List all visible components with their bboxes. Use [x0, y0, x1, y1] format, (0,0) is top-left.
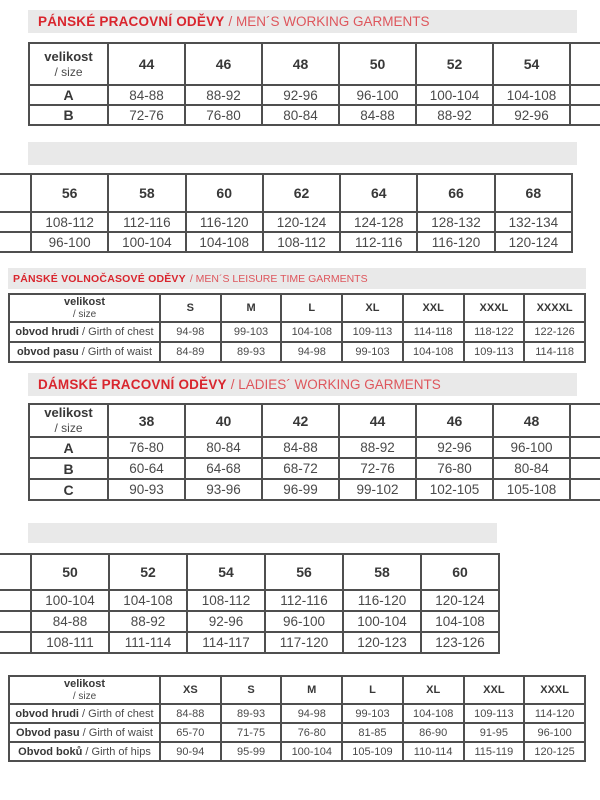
size-range-cell: 109-113	[342, 322, 403, 342]
size-range-cell: 84-88	[160, 704, 221, 723]
heading-english-ladies-working: / LADIES´ WORKING GARMENTS	[230, 377, 441, 392]
size-label-corner-cell	[29, 404, 108, 437]
size-range-cell: 114-118	[524, 342, 585, 362]
cut-off-column-header	[570, 43, 600, 85]
size-range-cell: 84-88	[108, 85, 185, 105]
corner-line-english: / size	[54, 64, 83, 79]
size-column-header: XXL	[464, 676, 525, 704]
size-range-cell: 100-104	[343, 611, 421, 632]
size-column-header: 46	[185, 43, 262, 85]
size-range-cell: 72-76	[108, 105, 185, 125]
size-range-cell: 81-85	[342, 723, 403, 742]
size-range-cell: 92-96	[493, 105, 570, 125]
size-range-cell: 104-108	[403, 342, 464, 362]
size-column-header: 54	[187, 554, 265, 590]
corner-line-czech: velikost	[44, 405, 93, 421]
heading-czech-ladies-working: DÁMSKÉ PRACOVNÍ ODĚVY	[38, 377, 227, 392]
size-range-cell: 108-112	[263, 232, 340, 252]
size-column-header: 52	[109, 554, 187, 590]
size-range-cell: 76-80	[281, 723, 342, 742]
size-column-header: 50	[31, 554, 109, 590]
heading-czech-men-working: PÁNSKÉ PRACOVNÍ ODĚVY	[38, 14, 225, 29]
row-label-english: / Girth of waist	[78, 346, 153, 359]
size-range-cell: 118-122	[464, 322, 525, 342]
size-column-header: XXXXL	[524, 294, 585, 322]
heading-english-men-leisure: / MEN´S LEISURE TIME GARMENTS	[189, 272, 368, 285]
size-column-header: S	[160, 294, 221, 322]
cut-off-cell	[570, 479, 600, 500]
size-range-cell: 132-134	[495, 212, 572, 232]
size-range-cell: 84-88	[262, 437, 339, 458]
corner-line-english: / size	[72, 309, 97, 321]
cut-off-column-header	[0, 554, 31, 590]
row-label-english: / Girth of chest	[78, 326, 154, 339]
size-column-header: XS	[160, 676, 221, 704]
cut-off-cell	[0, 232, 31, 252]
size-range-cell: 102-105	[416, 479, 493, 500]
size-range-cell: 104-108	[109, 590, 187, 611]
row-label-cell: A	[29, 85, 108, 105]
size-column-header: L	[281, 294, 342, 322]
size-range-cell: 120-125	[524, 742, 585, 761]
section-header-men-leisure	[8, 268, 586, 289]
ladies-working-sizes-table-upper	[28, 403, 600, 501]
size-range-cell: 114-117	[187, 632, 265, 653]
size-range-cell: 71-75	[221, 723, 282, 742]
corner-line-english: / size	[54, 421, 83, 436]
section-header-men-working	[28, 10, 577, 33]
size-range-cell: 104-108	[421, 611, 499, 632]
size-range-cell: 108-112	[187, 590, 265, 611]
size-range-cell: 99-103	[342, 704, 403, 723]
size-range-cell: 112-116	[265, 590, 343, 611]
size-range-cell: 105-109	[342, 742, 403, 761]
cut-off-cell	[0, 590, 31, 611]
size-range-cell: 108-112	[31, 212, 108, 232]
size-range-cell: 120-124	[421, 590, 499, 611]
size-range-cell: 100-104	[281, 742, 342, 761]
size-range-cell: 112-116	[340, 232, 417, 252]
size-range-cell: 89-93	[221, 704, 282, 723]
separator-band-ladies	[28, 523, 497, 543]
size-range-cell: 104-108	[493, 85, 570, 105]
size-column-header: 42	[262, 404, 339, 437]
size-range-cell: 84-88	[31, 611, 109, 632]
size-range-cell: 96-100	[265, 611, 343, 632]
row-label-cell	[9, 342, 160, 362]
size-range-cell: 124-128	[340, 212, 417, 232]
cut-off-cell	[570, 458, 600, 479]
size-column-header: 52	[416, 43, 493, 85]
size-column-header: 46	[416, 404, 493, 437]
size-column-header: 44	[339, 404, 416, 437]
heading-english-men-working: / MEN´S WORKING GARMENTS	[228, 14, 430, 29]
men-working-sizes-table-lower	[0, 173, 573, 253]
row-label-cell: B	[29, 105, 108, 125]
size-range-cell: 100-104	[31, 590, 109, 611]
size-range-cell: 92-96	[416, 437, 493, 458]
size-column-header: S	[221, 676, 282, 704]
size-range-cell: 94-98	[281, 704, 342, 723]
cut-off-cell	[570, 437, 600, 458]
size-column-header: 66	[417, 174, 494, 212]
size-range-cell: 108-111	[31, 632, 109, 653]
size-range-cell: 110-114	[403, 742, 464, 761]
size-range-cell: 90-94	[160, 742, 221, 761]
cut-off-cell	[570, 85, 600, 105]
size-range-cell: 99-103	[221, 322, 282, 342]
size-range-cell: 117-120	[265, 632, 343, 653]
size-column-header: 56	[31, 174, 108, 212]
size-range-cell: 123-126	[421, 632, 499, 653]
size-range-cell: 76-80	[416, 458, 493, 479]
size-column-header: 38	[108, 404, 185, 437]
size-range-cell: 91-95	[464, 723, 525, 742]
row-label-cell: C	[29, 479, 108, 500]
size-range-cell: 115-119	[464, 742, 525, 761]
size-column-header: XL	[403, 676, 464, 704]
men-leisure-sizes-table	[8, 293, 586, 363]
row-label-cell: B	[29, 458, 108, 479]
size-range-cell: 88-92	[109, 611, 187, 632]
size-range-cell: 80-84	[262, 105, 339, 125]
size-range-cell: 80-84	[493, 458, 570, 479]
size-column-header: 50	[339, 43, 416, 85]
cut-off-column-header	[570, 404, 600, 437]
size-range-cell: 99-102	[339, 479, 416, 500]
size-column-header: 56	[265, 554, 343, 590]
size-column-header: L	[342, 676, 403, 704]
size-column-header: M	[221, 294, 282, 322]
size-range-cell: 120-124	[263, 212, 340, 232]
size-range-cell: 96-100	[493, 437, 570, 458]
size-label-corner-cell	[29, 43, 108, 85]
size-range-cell: 90-93	[108, 479, 185, 500]
row-label-czech: obvod pasu	[16, 346, 79, 359]
section-header-ladies-working	[28, 373, 577, 396]
size-range-cell: 116-120	[186, 212, 263, 232]
corner-line-czech: velikost	[44, 48, 93, 64]
size-range-cell: 104-108	[281, 322, 342, 342]
size-column-header: 44	[108, 43, 185, 85]
cut-off-cell	[570, 105, 600, 125]
row-label-cell	[9, 742, 160, 761]
corner-line-czech: velikost	[64, 296, 105, 308]
size-range-cell: 109-113	[464, 342, 525, 362]
size-column-header: XL	[342, 294, 403, 322]
size-column-header: 48	[493, 404, 570, 437]
size-column-header: 58	[108, 174, 185, 212]
row-label-cell: A	[29, 437, 108, 458]
row-label-czech: Obvod boků	[18, 745, 83, 758]
size-column-header: 58	[343, 554, 421, 590]
size-range-cell: 128-132	[417, 212, 494, 232]
size-range-cell: 96-100	[339, 85, 416, 105]
size-range-cell: 99-103	[342, 342, 403, 362]
size-range-cell: 109-113	[464, 704, 525, 723]
size-column-header: 54	[493, 43, 570, 85]
size-range-cell: 68-72	[262, 458, 339, 479]
size-column-header: XXL	[403, 294, 464, 322]
size-range-cell: 65-70	[160, 723, 221, 742]
size-label-corner-cell	[9, 294, 160, 322]
size-range-cell: 100-104	[108, 232, 185, 252]
row-label-cell	[9, 723, 160, 742]
corner-line-english: / size	[72, 691, 97, 703]
size-column-header: M	[281, 676, 342, 704]
size-range-cell: 100-104	[416, 85, 493, 105]
size-range-cell: 96-100	[524, 723, 585, 742]
size-range-cell: 111-114	[109, 632, 187, 653]
size-column-header: 48	[262, 43, 339, 85]
size-range-cell: 114-120	[524, 704, 585, 723]
row-label-cell	[9, 704, 160, 723]
cut-off-cell	[0, 212, 31, 232]
size-range-cell: 84-88	[339, 105, 416, 125]
size-column-header: 62	[263, 174, 340, 212]
ladies-measurements-table	[8, 675, 586, 762]
size-range-cell: 94-98	[281, 342, 342, 362]
row-label-czech: obvod hrudi	[15, 707, 79, 720]
size-range-cell: 89-93	[221, 342, 282, 362]
size-range-cell: 96-99	[262, 479, 339, 500]
cut-off-column-header	[0, 174, 31, 212]
size-range-cell: 104-108	[403, 704, 464, 723]
size-range-cell: 80-84	[185, 437, 262, 458]
size-range-cell: 92-96	[187, 611, 265, 632]
size-column-header: 68	[495, 174, 572, 212]
size-column-header: 64	[340, 174, 417, 212]
cut-off-cell	[0, 632, 31, 653]
size-column-header: 40	[185, 404, 262, 437]
size-range-cell: 60-64	[108, 458, 185, 479]
size-range-cell: 104-108	[186, 232, 263, 252]
size-range-cell: 95-99	[221, 742, 282, 761]
men-working-sizes-table-upper	[28, 42, 600, 126]
corner-line-czech: velikost	[64, 678, 105, 690]
size-range-cell: 116-120	[343, 590, 421, 611]
heading-czech-men-leisure: PÁNSKÉ VOLNOČASOVÉ ODĚVY	[13, 272, 186, 285]
size-range-cell: 86-90	[403, 723, 464, 742]
cut-off-cell	[0, 611, 31, 632]
size-column-header: XXXL	[464, 294, 525, 322]
size-column-header: 60	[186, 174, 263, 212]
size-range-cell: 120-123	[343, 632, 421, 653]
size-range-cell: 105-108	[493, 479, 570, 500]
size-range-cell: 72-76	[339, 458, 416, 479]
row-label-english: / Girth of chest	[78, 707, 154, 720]
separator-band-men	[28, 142, 577, 165]
size-range-cell: 122-126	[524, 322, 585, 342]
size-range-cell: 88-92	[416, 105, 493, 125]
size-range-cell: 116-120	[417, 232, 494, 252]
size-range-cell: 76-80	[185, 105, 262, 125]
row-label-english: / Girth of hips	[82, 745, 151, 758]
size-range-cell: 94-98	[160, 322, 221, 342]
row-label-english: / Girth of waist	[79, 726, 153, 739]
size-range-cell: 88-92	[339, 437, 416, 458]
ladies-working-sizes-table-lower	[0, 553, 500, 654]
size-range-cell: 92-96	[262, 85, 339, 105]
size-range-cell: 120-124	[495, 232, 572, 252]
size-range-cell: 96-100	[31, 232, 108, 252]
row-label-czech: obvod hrudi	[15, 326, 79, 339]
row-label-czech: Obvod pasu	[16, 726, 80, 739]
size-range-cell: 112-116	[108, 212, 185, 232]
size-range-cell: 88-92	[185, 85, 262, 105]
size-column-header: 60	[421, 554, 499, 590]
size-range-cell: 93-96	[185, 479, 262, 500]
size-range-cell: 76-80	[108, 437, 185, 458]
size-range-cell: 114-118	[403, 322, 464, 342]
size-label-corner-cell	[9, 676, 160, 704]
row-label-cell	[9, 322, 160, 342]
size-column-header: XXXL	[524, 676, 585, 704]
size-range-cell: 84-89	[160, 342, 221, 362]
size-range-cell: 64-68	[185, 458, 262, 479]
